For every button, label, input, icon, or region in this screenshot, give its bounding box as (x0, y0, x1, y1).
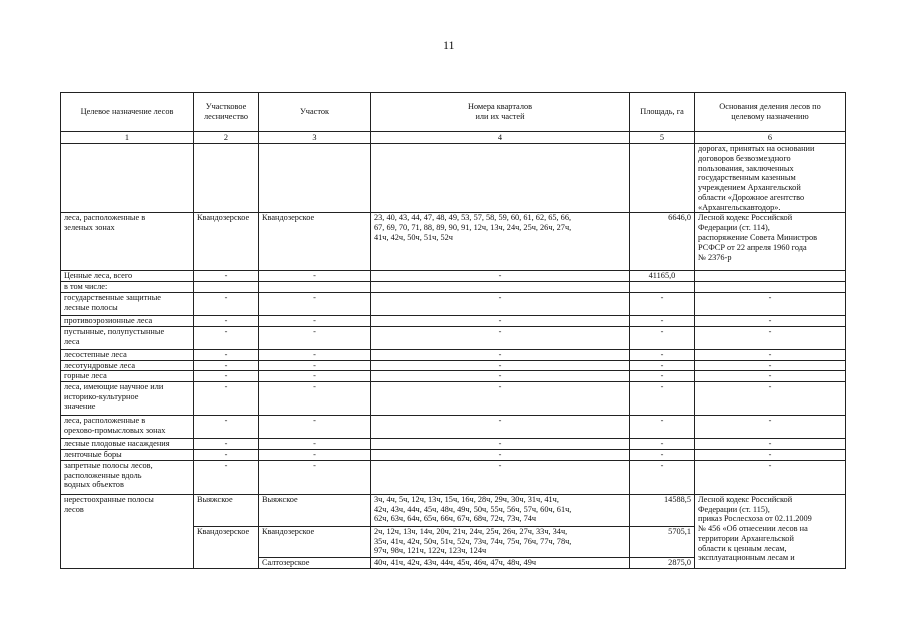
cell-forestry: Квандозерское (194, 213, 259, 271)
cell-quarters: - (371, 326, 630, 349)
cell-quarters: - (371, 416, 630, 439)
cell-purpose: запретные полосы лесов, расположенные вдоль водных объектов (61, 460, 194, 494)
cell-area: - (630, 316, 695, 327)
cell-forestry (194, 282, 259, 293)
cell-basis (695, 271, 846, 282)
cell-basis: - (695, 439, 846, 450)
table-row-green-zones (61, 213, 846, 271)
cell-site: - (259, 349, 371, 360)
cell-forestry: - (194, 349, 259, 360)
cell-site: - (259, 316, 371, 327)
cell-quarters: - (371, 382, 630, 416)
cell-area: 6646,0 (630, 213, 695, 271)
cell-quarters: - (371, 316, 630, 327)
cell-quarters: - (371, 349, 630, 360)
page-number: 11 (443, 38, 455, 52)
cell-forestry: - (194, 382, 259, 416)
cell-forestry: Выяжское (194, 494, 259, 526)
table-row-continuation (61, 144, 846, 213)
cell-basis: - (695, 449, 846, 460)
cell-purpose: нерестоохранные полосы лесов (61, 494, 194, 568)
cell-quarters: - (371, 371, 630, 382)
table-row-protective-strips (61, 293, 846, 316)
cell-purpose: Ценные леса, всего (61, 271, 194, 282)
cell-forestry: - (194, 360, 259, 371)
cell-forestry: - (194, 460, 259, 494)
cell-basis: - (695, 316, 846, 327)
cell-purpose: пустынные, полупустынные леса (61, 326, 194, 349)
cell-forestry: - (194, 416, 259, 439)
cell-area: 14588,5 (630, 494, 695, 526)
cell-site (259, 144, 371, 213)
cell-purpose: лесные плодовые насаждения (61, 439, 194, 450)
header-forestry: Участковое лесничество (194, 93, 259, 132)
cell-basis: - (695, 416, 846, 439)
cell-basis (695, 282, 846, 293)
cell-area: - (630, 360, 695, 371)
cell-basis: - (695, 371, 846, 382)
cell-forestry: Квандозерское (194, 526, 259, 568)
cell-area (630, 282, 695, 293)
cell-site: - (259, 382, 371, 416)
cell-purpose: лесостепные леса (61, 349, 194, 360)
table-row-valuable-total (61, 271, 846, 282)
cell-area: - (630, 349, 695, 360)
cell-area: - (630, 460, 695, 494)
cell-site: - (259, 439, 371, 450)
cell-site: - (259, 460, 371, 494)
cell-basis: - (695, 360, 846, 371)
cell-quarters: 40ч, 41ч, 42ч, 43ч, 44ч, 45ч, 46ч, 47ч, 48ч, 49ч (371, 557, 630, 568)
column-number: 2 (194, 132, 259, 144)
cell-purpose: ленточные боры (61, 449, 194, 460)
cell-area: - (630, 449, 695, 460)
cell-purpose: лесотундровые леса (61, 360, 194, 371)
cell-quarters: - (371, 439, 630, 450)
cell-purpose: противоэрозионные леса (61, 316, 194, 327)
cell-purpose: горные леса (61, 371, 194, 382)
cell-forestry: - (194, 316, 259, 327)
table-row-desert (61, 326, 846, 349)
cell-forestry: - (194, 439, 259, 450)
cell-area: - (630, 439, 695, 450)
cell-site: Квандозерское (259, 526, 371, 557)
cell-site: Квандозерское (259, 213, 371, 271)
cell-purpose: леса, расположенные в орехово-промысловых зонах (61, 416, 194, 439)
column-number: 6 (695, 132, 846, 144)
cell-basis: Лесной кодекс Российской Федерации (ст. 114), распоряжение Совета Министров РСФСР от 22 апреля 1960 года № 2376-р (695, 213, 846, 271)
cell-quarters (371, 282, 630, 293)
header-basis: Основания деления лесов по целевому назначению (695, 93, 846, 132)
cell-site: - (259, 271, 371, 282)
cell-basis: - (695, 349, 846, 360)
cell-site: - (259, 293, 371, 316)
cell-basis: - (695, 382, 846, 416)
cell-basis: - (695, 326, 846, 349)
cell-site: - (259, 416, 371, 439)
cell-forestry: - (194, 449, 259, 460)
table-row-forest-tundra (61, 360, 846, 371)
column-number: 5 (630, 132, 695, 144)
cell-quarters: - (371, 449, 630, 460)
cell-purpose: леса, расположенные в зеленых зонах (61, 213, 194, 271)
cell-area: 5705,1 (630, 526, 695, 557)
cell-site: - (259, 449, 371, 460)
cell-area: - (630, 326, 695, 349)
cell-quarters: 23, 40, 43, 44, 47, 48, 49, 53, 57, 58, 59, 60, 61, 62, 65, 66, 67, 69, 70, 71, 88, 89, 90, 91, 12ч, 13ч, 24ч, 25ч, 26ч, 27ч, 41ч, 42ч, 50ч, 51ч, 52ч (371, 213, 630, 271)
cell-quarters: - (371, 293, 630, 316)
header-row (61, 93, 846, 132)
cell-purpose (61, 144, 194, 213)
cell-forestry: - (194, 271, 259, 282)
header-quarters: Номера кварталов или их частей (371, 93, 630, 132)
column-number: 3 (259, 132, 371, 144)
cell-site: - (259, 360, 371, 371)
table-row-water-strips (61, 460, 846, 494)
cell-purpose: государственные защитные лесные полосы (61, 293, 194, 316)
table-row-fruit-plantations (61, 439, 846, 450)
cell-site: Салтозерское (259, 557, 371, 568)
column-number-row (61, 132, 846, 144)
cell-site (259, 282, 371, 293)
cell-site: Выяжское (259, 494, 371, 526)
table-row-mountain (61, 371, 846, 382)
cell-area: - (630, 382, 695, 416)
cell-site: - (259, 326, 371, 349)
cell-quarters (371, 144, 630, 213)
table-row-anti-erosion (61, 316, 846, 327)
cell-area: 2875,0 (630, 557, 695, 568)
table-row-nut-zones (61, 416, 846, 439)
forest-purpose-table (60, 92, 846, 569)
cell-forestry: - (194, 293, 259, 316)
cell-purpose: в том числе: (61, 282, 194, 293)
cell-purpose: леса, имеющие научное или историко-культурное значение (61, 382, 194, 416)
table-row-including (61, 282, 846, 293)
cell-site: - (259, 371, 371, 382)
cell-basis: - (695, 460, 846, 494)
cell-quarters: - (371, 360, 630, 371)
table-row-ribbon-pine (61, 449, 846, 460)
table-row-scientific (61, 382, 846, 416)
cell-forestry (194, 144, 259, 213)
header-site: Участок (259, 93, 371, 132)
cell-quarters: - (371, 271, 630, 282)
cell-forestry: - (194, 326, 259, 349)
cell-basis: дорогах, принятых на основании договоров безвозмездного пользования, заключенных государственным казенным учреждением Архангельской области «Дорожное агентство «Архангельскавтодор». (695, 144, 846, 213)
cell-forestry: - (194, 371, 259, 382)
header-area: Площадь, га (630, 93, 695, 132)
header-purpose: Целевое назначение лесов (61, 93, 194, 132)
column-number: 1 (61, 132, 194, 144)
table-row-spawning-vyazhskoe (61, 494, 846, 526)
column-number: 4 (371, 132, 630, 144)
cell-area: 41165,0 (630, 271, 695, 282)
cell-basis: - (695, 293, 846, 316)
table-row-forest-steppe (61, 349, 846, 360)
cell-quarters: 2ч, 12ч, 13ч, 14ч, 20ч, 21ч, 24ч, 25ч, 26ч, 27ч, 33ч, 34ч, 35ч, 41ч, 42ч, 50ч, 51ч, 52ч, 73ч, 74ч, 75ч, 76ч, 77ч, 78ч, 97ч, 98ч, 121ч, 122ч, 123ч, 124ч (371, 526, 630, 557)
cell-area: - (630, 416, 695, 439)
cell-area (630, 144, 695, 213)
cell-area: - (630, 293, 695, 316)
cell-area: - (630, 371, 695, 382)
cell-quarters: 3ч, 4ч, 5ч, 12ч, 13ч, 15ч, 16ч, 28ч, 29ч, 30ч, 31ч, 41ч, 42ч, 43ч, 44ч, 45ч, 48ч, 49ч, 50ч, 55ч, 56ч, 57ч, 60ч, 61ч, 62ч, 63ч, 64ч, 65ч, 66ч, 67ч, 68ч, 72ч, 73ч, 74ч (371, 494, 630, 526)
cell-basis: Лесной кодекс Российской Федерации (ст. 115), приказ Рослесхоза от 02.11.2009 № 456 «Об отнесении лесов на территории Архангельской области к ценным лесам, эксплуатационным лесам и (695, 494, 846, 568)
cell-quarters: - (371, 460, 630, 494)
